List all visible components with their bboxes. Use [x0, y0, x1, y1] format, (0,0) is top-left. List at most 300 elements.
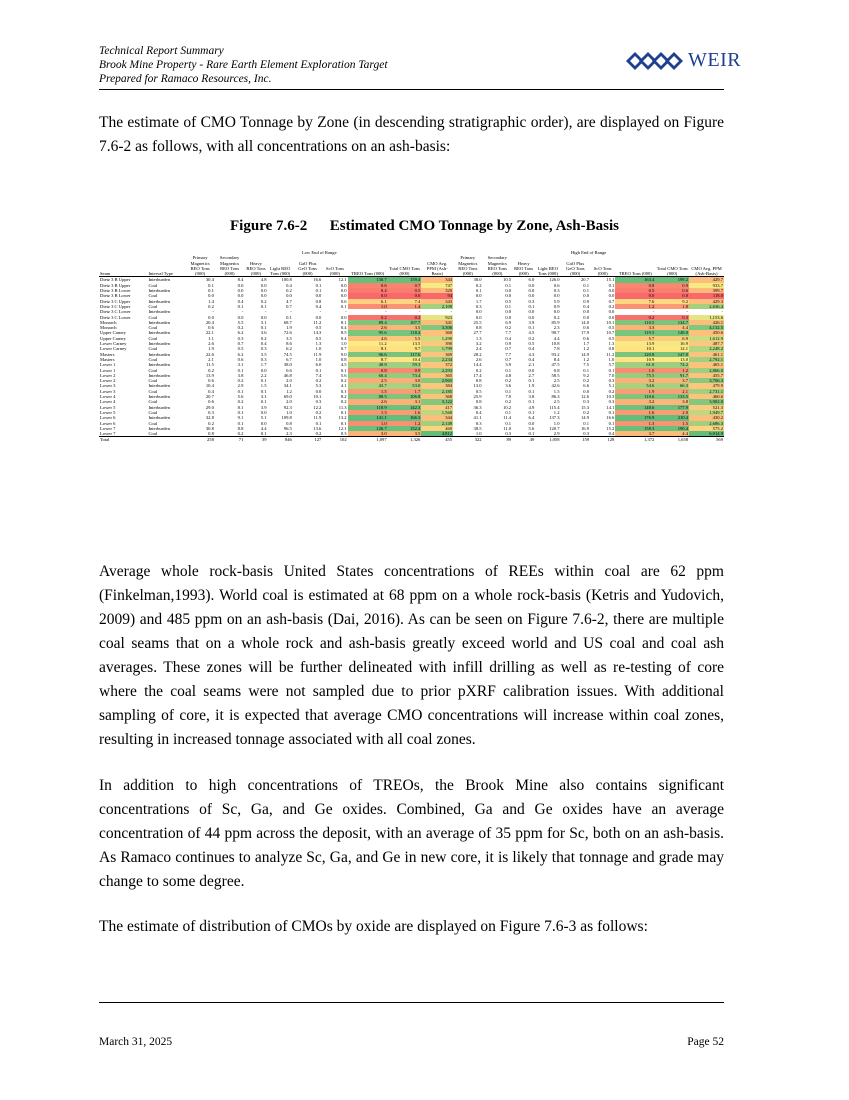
table-cell: 2,248.2 — [689, 346, 724, 351]
table-cell: 0.0 — [237, 314, 244, 320]
table-cell: 3.9 — [260, 404, 267, 410]
table-cell: 344 — [421, 277, 453, 283]
column-header: CMO Avg. PPM (Ash-Basis) — [421, 255, 453, 277]
table-cell: 4,812 — [421, 431, 453, 437]
table-cell: 2.0 — [286, 399, 292, 405]
table-cell: 0.8 — [475, 399, 482, 405]
table-cell: 0.7 — [388, 283, 422, 288]
table-cell: 4.4 — [260, 425, 267, 431]
table-cell: 3.1 — [260, 319, 267, 325]
table-cell: 3.2 — [615, 399, 655, 404]
table-cell: 73.4 — [388, 373, 422, 378]
table-cell: 8.4 — [553, 356, 560, 362]
table-cell: 369 — [421, 352, 453, 357]
table-cell: 29.0 — [205, 404, 214, 410]
table-cell: 1,612.9 — [689, 336, 724, 341]
table-cell: 2.9 — [553, 431, 560, 437]
table-cell: Monarch — [100, 319, 117, 325]
table-cell: 1.0 — [286, 409, 292, 415]
table-cell: Lower 1 — [100, 367, 116, 373]
table-cell: Coal — [148, 409, 158, 415]
table-cell: 1.6 — [388, 410, 422, 415]
table-cell: 0.0 — [553, 293, 560, 299]
table-cell: 0.2 — [505, 378, 512, 384]
table-cell: 0.1 — [260, 388, 267, 394]
table-cell: Lower 3 — [100, 383, 116, 389]
table-cell: 1.9 — [286, 325, 292, 331]
table-cell: 0.0 — [475, 309, 482, 315]
table-cell: 74.2 — [655, 362, 689, 367]
total-cell: 569 — [689, 437, 724, 443]
column-header: Interval Type — [147, 255, 185, 277]
table-cell: 130.7 — [348, 277, 388, 283]
high-range-label: High End of Range — [570, 250, 607, 255]
column-header: Primary Magnetics REO Tons (000) — [453, 255, 483, 277]
table-cell: 4.9 — [528, 404, 535, 410]
table-cell: 0.1 — [315, 282, 322, 288]
table-cell: 3.6 — [260, 330, 267, 336]
table-cell: 158.3 — [615, 426, 655, 431]
table-cell: 1.2 — [583, 356, 590, 362]
data-table — [99, 250, 724, 443]
table-cell: 4.7 — [286, 298, 292, 304]
table-cell: 0.2 — [208, 303, 214, 309]
table-cell: 12.1 — [655, 346, 689, 351]
table-cell: 15.2 — [606, 425, 615, 431]
table-cell: Coal — [148, 356, 158, 362]
table-cell: 107.7 — [388, 320, 422, 325]
table-cell: 96.5 — [283, 425, 292, 431]
table-cell: 85.9 — [551, 319, 560, 325]
table-cell: 5.6 — [528, 425, 535, 431]
table-cell: 0.1 — [583, 282, 590, 288]
table-cell: 11.2 — [348, 341, 388, 346]
table-cell: 2.1 — [528, 362, 535, 368]
total-cell: 1,658 — [655, 437, 689, 443]
column-header: Secondary Magnetics REO Tons (000) — [483, 255, 513, 277]
table-cell: 479.9 — [689, 383, 724, 388]
table-cell: 2.0 — [655, 410, 689, 415]
table-cell: 0.3 — [608, 378, 615, 384]
table-cell: 0.0 — [608, 314, 615, 320]
table-cell: 41.1 — [473, 415, 482, 421]
table-cell: 60.4 — [348, 373, 388, 378]
table-cell: 0.3 — [208, 409, 214, 415]
table-cell: 0.0 — [528, 309, 535, 315]
table-cell: 0.1 — [528, 409, 535, 415]
table-cell: 7.7 — [505, 330, 512, 336]
paragraph-2: In addition to high concentrations of TREOs, the Brook Mine also contains significant concentrations of Sc, Ga, and Ge oxides. Combined, Ga and Ge oxides have an average concentration of 44 ppm across the deposit, with an average of 35 ppm for Sc, both on an ash-basis. As Ramaco continues to analyze Sc, Ga, and Ge in new core, it is likely that tonnage and grade may change to some degree. — [99, 777, 724, 890]
table-cell: 1.5 — [348, 389, 388, 394]
table-cell: 5.9 — [553, 298, 560, 304]
table-cell: 0.5 — [615, 288, 655, 293]
table-cell: 0.2 — [475, 282, 482, 288]
table-cell: 10.1 — [606, 319, 615, 325]
table-cell: 3.5 — [388, 431, 422, 437]
table-cell: Dietz 3 C Upper — [100, 298, 131, 304]
total-cell: 127 — [293, 437, 323, 443]
table-cell: - — [290, 309, 292, 315]
table-cell: 0.1 — [528, 399, 535, 405]
table-cell: 159.4 — [388, 277, 422, 283]
intro-paragraph: The estimate of CMO Tonnage by Zone (in descending stratigraphic order), are displayed on Figure 7.6-2 as follows, with all concentrations on an ash-basis: — [99, 114, 724, 155]
table-cell: 3.8 — [655, 399, 689, 404]
table-cell: 0.0 — [260, 293, 267, 299]
total-cell: 455 — [421, 437, 453, 443]
table-cell: 0.8 — [315, 298, 322, 304]
table-cell: 3,706.3 — [689, 378, 724, 383]
table-cell: 0.0 — [348, 293, 388, 298]
table-cell: 0.2 — [583, 378, 590, 384]
table-cell: Coal — [148, 325, 158, 331]
table-cell: 1.0 — [315, 356, 322, 362]
table-cell: 0.1 — [583, 288, 590, 294]
table-cell: 0.0 — [388, 293, 422, 298]
table-cell: 0.8 — [608, 346, 615, 352]
table-cell: 0.2 — [315, 409, 322, 415]
table-cell: 0.1 — [237, 388, 244, 394]
table-cell: 27.7 — [473, 330, 482, 336]
table-cell: 86.3 — [551, 394, 560, 400]
table-cell: 0.1 — [237, 409, 244, 415]
table-cell: 0.0 — [608, 309, 615, 315]
table-cell: 147.0 — [655, 352, 689, 357]
table-cell: 28.2 — [473, 351, 482, 357]
table-cell: 0.8 — [348, 368, 388, 373]
total-cell: 322 — [453, 437, 483, 443]
table-cell: 11.9 — [313, 415, 322, 421]
table-cell: Interburden — [148, 330, 170, 336]
header-divider — [99, 89, 724, 90]
table-cell: Interburden — [148, 362, 170, 368]
table-cell: 7.4 — [388, 299, 422, 304]
table-cell: 6.0 — [315, 362, 322, 368]
table-cell: 6.2 — [286, 346, 292, 352]
table-cell: 3,122 — [421, 399, 453, 404]
table-cell: 1.4 — [388, 304, 422, 309]
table-cell: 4.1 — [340, 383, 347, 389]
table-cell: 54.6 — [615, 383, 655, 388]
table-cell: 0.1 — [315, 367, 322, 373]
table-cell: 0.3 — [583, 399, 590, 405]
header-prepared-for: Prepared for Ramaco Resources, Inc. — [99, 73, 272, 85]
table-cell: 1.9 — [615, 389, 655, 394]
table-cell: 1,153.6 — [689, 315, 724, 320]
table-cell: Dietz 3 C Lower — [100, 309, 131, 315]
table-cell: Interburden — [148, 383, 170, 389]
table-cell: 0.2 — [208, 367, 214, 373]
table-cell: 6.9 — [505, 319, 512, 325]
table-cell: Coal — [148, 346, 158, 352]
table-cell: 11.3 — [338, 404, 347, 410]
table-cell: 8.6 — [286, 341, 292, 347]
table-cell: 0.9 — [553, 303, 560, 309]
table-cell: Interburden — [148, 404, 170, 410]
table-cell: 100.8 — [281, 277, 292, 283]
table-cell: - — [345, 309, 347, 315]
table-cell: 0.5 — [608, 325, 615, 331]
table-cell: 7.6 — [615, 299, 655, 304]
table-cell: 0.2 — [505, 399, 512, 405]
table-cell: Coal — [148, 282, 158, 288]
table-cell: 465.1 — [689, 362, 724, 367]
table-cell: Coal — [148, 335, 158, 341]
table-cell: 0.0 — [528, 314, 535, 320]
table-cell: 1.4 — [208, 298, 214, 304]
total-cell: 258 — [185, 437, 215, 443]
table-cell: 2.2 — [260, 372, 267, 378]
table-cell: 1.3 — [315, 341, 322, 347]
table-cell: 0.8 — [208, 431, 214, 437]
table-cell: 3.5 — [260, 351, 267, 357]
table-cell: 0.4 — [340, 325, 347, 331]
table-cell: 0.0 — [505, 293, 512, 299]
table-cell: 1.5 — [655, 421, 689, 426]
table-cell: Dietz 3 B Lower — [100, 288, 131, 294]
table-cell: 0.2 — [208, 420, 214, 426]
table-cell: 360 — [421, 330, 453, 335]
table-cell: 120.8 — [615, 352, 655, 357]
table-cell: 0.1 — [608, 367, 615, 373]
table-cell: 22.6 — [205, 351, 214, 357]
table-cell: Coal — [148, 399, 158, 405]
table-cell: Coal — [148, 303, 158, 309]
footer-page: Page 52 — [687, 1036, 724, 1048]
table-cell: 6.7 — [286, 356, 292, 362]
table-cell: 8.5 — [340, 330, 347, 336]
table-cell: 142.3 — [388, 405, 422, 410]
table-cell: Dietz 3 B Upper — [100, 277, 131, 283]
column-header: Seam — [99, 255, 147, 277]
table-cell: 0.1 — [208, 282, 214, 288]
table-cell: 0.6 — [208, 325, 214, 331]
table-cell: 0.0 — [608, 288, 615, 294]
table-cell: 0.1 — [505, 388, 512, 394]
table-cell: 0.9 — [388, 368, 422, 373]
table-cell: 166.3 — [388, 415, 422, 420]
table-cell: 0.6 — [208, 378, 214, 384]
table-cell: 0.2 — [388, 315, 422, 320]
table-cell: 1.0 — [348, 304, 388, 309]
table-cell: 68.7 — [283, 319, 292, 325]
table-cell: 426.1 — [689, 320, 724, 325]
table-cell: 10.4 — [388, 357, 422, 362]
table-cell: 14.4 — [473, 362, 482, 368]
table-cell: 5.5 — [388, 336, 422, 341]
table-cell: 5.7 — [608, 362, 615, 368]
table-cell: 0.0 — [315, 293, 322, 299]
table-cell: 0.3 — [260, 356, 267, 362]
table-cell: Lower Carney — [100, 341, 127, 347]
table-cell: 14.0 — [580, 319, 590, 325]
table-cell: 0.0 — [505, 314, 512, 320]
table-cell: 0.4 — [583, 303, 590, 309]
table-cell: 0.6 — [340, 298, 347, 304]
table-cell: 69.0 — [283, 394, 292, 400]
table-cell: 0.0 — [583, 388, 590, 394]
table-cell: 0.1 — [315, 420, 322, 426]
table-cell: 0.0 — [583, 309, 590, 315]
table-cell: 47.5 — [551, 362, 560, 368]
table-cell: 0.3 — [505, 431, 512, 437]
table-cell: 3.0 — [348, 431, 388, 437]
table-cell: 2.5 — [553, 378, 560, 384]
table-cell: Upper Carney — [100, 335, 126, 341]
table-cell: 89.4 — [348, 320, 388, 325]
table-cell: Interburden — [148, 351, 170, 357]
table-cell: 12.1 — [338, 277, 347, 283]
table-cell: 1.0 — [553, 420, 560, 426]
table-cell: 0.5 — [505, 298, 512, 304]
column-header: Total CMO Tons (000) — [655, 255, 689, 277]
table-cell: 2.5 — [553, 399, 560, 405]
table-cell: 3.5 — [286, 335, 292, 341]
table-cell: 7.8 — [553, 346, 560, 352]
table-cell: 118.0 — [689, 293, 724, 298]
table-cell: 0.7 — [505, 346, 512, 352]
table-cell: 1.1 — [208, 335, 214, 341]
table-cell: 120.7 — [549, 425, 560, 431]
table-cell: 30.8 — [205, 425, 214, 431]
table-cell: 2.6 — [348, 325, 388, 330]
table-cell: Lower 1 — [100, 362, 116, 368]
table-cell: 2,149 — [421, 421, 453, 426]
table-cell: 0.3 — [528, 298, 535, 304]
table-cell: 10.5 — [503, 277, 512, 283]
table-cell: Monarch — [100, 325, 117, 331]
table-cell: 0.2 — [237, 431, 244, 437]
table-cell: 341 — [421, 320, 453, 325]
table-cell: 0.8 — [475, 325, 482, 331]
table-cell: Lower 7 — [100, 431, 116, 437]
table-cell: 0.1 — [528, 303, 535, 309]
table-cell: 344 — [421, 415, 453, 420]
table-cell: 3.5 — [388, 325, 422, 330]
table-cell: 0.3 — [315, 399, 322, 405]
table-cell: 2,185 — [421, 389, 453, 394]
table-cell: 4.5 — [528, 330, 535, 336]
table-cell: 0.0 — [260, 409, 267, 415]
table-cell: 3.1 — [260, 394, 267, 400]
table-cell: 3.7 — [655, 378, 689, 383]
table-cell: 575.2 — [689, 426, 724, 431]
table-cell: 10.4 — [205, 383, 214, 389]
total-cell: 102 — [322, 437, 347, 443]
table-cell: 16.9 — [655, 341, 689, 346]
table-cell: 2.6 — [208, 341, 214, 347]
column-header: CMO Avg. PPM (Ash-Basis) — [689, 255, 724, 277]
table-cell: 0.0 — [340, 282, 347, 288]
table-cell: 0.2 — [615, 315, 655, 320]
table-cell: 95.6 — [348, 330, 388, 335]
table-cell: - — [241, 309, 244, 315]
table-cell: Dietz 3 B Upper — [100, 282, 131, 288]
total-cell: 71 — [215, 437, 245, 443]
table-cell: 0.0 — [315, 388, 322, 394]
table-cell: 11.2 — [606, 351, 615, 357]
table-cell: 1,290 — [421, 336, 453, 341]
table-cell: 0.1 — [505, 303, 512, 309]
table-cell: 0.7 — [237, 341, 244, 347]
table-cell: 0.5 — [315, 335, 322, 341]
table-cell: 1,560 — [421, 410, 453, 415]
table-cell: 126.0 — [549, 277, 560, 283]
table-cell: 1.7 — [583, 341, 590, 347]
table-cell: 3.8 — [528, 394, 535, 400]
table-cell: 0.7 — [505, 356, 512, 362]
table-cell: 2.3 — [553, 325, 560, 331]
table-cell: 2,234 — [421, 357, 453, 362]
table-cell: 199.2 — [655, 277, 689, 283]
table-cell: 7.0 — [505, 394, 512, 400]
column-header: GaO Plus GeO Tons (000) — [293, 255, 323, 277]
table-cell: Lower Carney — [100, 346, 127, 352]
table-cell: 0.4 — [348, 288, 388, 293]
table-cell: 3.2 — [475, 341, 482, 347]
column-header: Heavy REO Tons (000) — [244, 255, 267, 277]
table-cell: 110.5 — [615, 320, 655, 325]
table-cell: 0.2 — [583, 409, 590, 415]
column-header: GaO Plus GeO Tons (000) — [561, 255, 591, 277]
table-cell: 0.2 — [475, 367, 482, 373]
table-cell: 4.4 — [655, 325, 689, 330]
table-cell: 521.3 — [689, 405, 724, 410]
table-cell: 11.2 — [313, 319, 322, 325]
table-cell: 5.6 — [340, 372, 347, 378]
table-cell: Coal — [148, 293, 158, 299]
total-cell: 846 — [268, 437, 293, 443]
header-title: Technical Report Summary — [99, 45, 224, 57]
table-cell: 0.3 — [608, 399, 615, 405]
table-cell: 384 — [421, 383, 453, 388]
table-cell: 210.4 — [655, 415, 689, 420]
table-cell: 0.0 — [237, 293, 244, 299]
table-cell: 109.8 — [281, 415, 292, 421]
table-cell: 0.6 — [286, 367, 292, 373]
table-cell: 0.0 — [528, 367, 535, 373]
table-cell: 1.0 — [608, 356, 615, 362]
column-header: ScO Tons (000) — [590, 255, 615, 277]
table-cell: 0.4 — [528, 346, 535, 352]
table-cell: Interburden — [148, 425, 170, 431]
table-cell: 0.2 — [260, 298, 267, 304]
table-cell: 13.9 — [205, 372, 214, 378]
total-cell: 1,326 — [388, 437, 422, 443]
table-cell: 1.9 — [528, 383, 535, 389]
table-cell: 0.4 — [528, 356, 535, 362]
table-cell: 30.4 — [205, 277, 214, 283]
table-cell: 36.3 — [473, 404, 482, 410]
table-cell: 4.4 — [655, 431, 689, 437]
table-cell: 0.4 — [340, 335, 347, 341]
table-cell: 148.6 — [615, 405, 655, 410]
table-cell: 1.8 — [655, 304, 689, 309]
column-header: Heavy REO Tons (000) — [512, 255, 535, 277]
table-cell: 0.1 — [260, 399, 267, 405]
logo-text: WEIR — [688, 49, 742, 71]
column-header: Secondary Magnetics REO Tons (000) — [215, 255, 245, 277]
table-cell: 0.4 — [208, 388, 214, 394]
table-cell: 0.0 — [608, 293, 615, 299]
table-cell: Coal — [148, 431, 158, 437]
table-cell: 5.1 — [608, 383, 615, 389]
table-cell: Lower 4 — [100, 394, 116, 400]
table-cell: 1,949.7 — [689, 410, 724, 415]
table-cell: 11.0 — [503, 425, 512, 431]
table-cell: 0.0 — [260, 420, 267, 426]
column-header-row — [99, 255, 724, 277]
table-cell: 1.2 — [553, 409, 560, 415]
